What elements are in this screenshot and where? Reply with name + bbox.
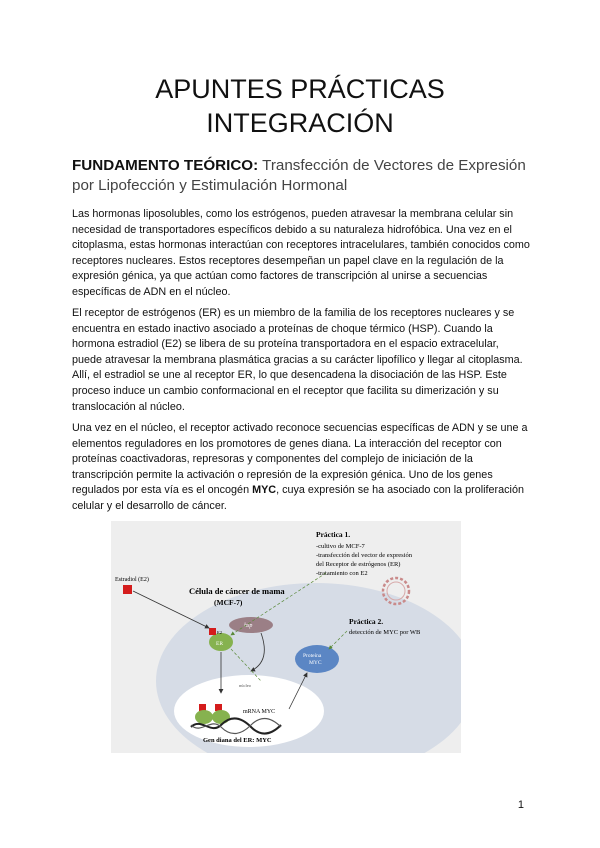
estradiol-label: Estradiol (E2) xyxy=(115,577,149,583)
page-number: 1 xyxy=(517,799,524,811)
hsp-label: hsp xyxy=(244,623,253,629)
practica1-title: Práctica 1. xyxy=(316,530,351,539)
practica2-title: Práctica 2. xyxy=(349,617,384,626)
practica1-item-1: -cultivo de MCF-7 xyxy=(316,543,365,550)
practica1-item-3: del Receptor de estrógenos (ER) xyxy=(316,561,401,568)
er-label: ER xyxy=(216,641,224,647)
title-line-2: INTEGRACIÓN xyxy=(206,108,394,138)
e2-label: E2 xyxy=(217,630,222,635)
mrna-label: mRNA MYC xyxy=(243,709,276,715)
cell-title: Célula de cáncer de mama xyxy=(189,586,285,596)
gene-label: Gen diana del ER: MYC xyxy=(203,737,272,744)
estradiol-outside xyxy=(123,585,132,594)
title-line-1: APUNTES PRÁCTICAS xyxy=(155,74,445,104)
protein-label-2: MYC xyxy=(309,660,322,666)
myc-bold: MYC xyxy=(252,484,277,497)
practica1-item-2: -transfección del vector de expresión xyxy=(316,552,413,559)
estradiol-bound xyxy=(209,628,216,635)
section-heading xyxy=(72,156,532,196)
practica1-item-4: -tratamiento con E2 xyxy=(316,570,368,577)
section-label: FUNDAMENTO TEÓRICO: xyxy=(72,157,259,174)
protein-label-1: Proteína xyxy=(303,653,322,659)
nucleus-label: núcleo xyxy=(239,683,251,688)
paragraph-receptor-estrogenos: El receptor de estrógenos (ER) es un miembro de la familia de los receptores nucleares y se encuentra en estado inactivo asociado a proteínas de choque térmico (HSP). Cuando la hormona estradiol (E2) se libera de su proteína transportadora en el espacio extracelular, puede atravesar la membrana plasmática gracias a su carácter lipofílico y llegar al citoplasma. Allí, el estradiol se une al receptor ER, lo que desencadena la disociación de las HSP. Este proceso induce un cambio conformacional en el receptor que facilita su dimerización y su translocación al núcleo. xyxy=(72,307,523,413)
paragraph-nucleo xyxy=(72,421,530,515)
signaling-diagram xyxy=(111,521,461,753)
document-title xyxy=(0,72,600,140)
cell-subtitle: (MCF-7) xyxy=(214,598,243,607)
paragraph-nucleo-tail: , cuya expresión se ha asociado con la proliferación celular y el desarrollo de cáncer. xyxy=(72,484,524,512)
section-topic: Transfección de Vectores de Expresión por Lipofección y Estimulación Hormonal xyxy=(72,157,526,194)
practica2-text: detección de MYC por WB xyxy=(349,629,421,636)
myc-protein xyxy=(295,645,339,673)
paragraph-nucleo-text: Una vez en el núcleo, el receptor activado reconoce secuencias específicas de ADN y se une a elementos reguladores en los promotores de genes diana. La interacción del receptor con proteínas coactivadoras, represoras y componentes del complejo de iniciación de la transcripción permite la activación o represión de la expresión génica. Uno de los genes regulados por esta vía es el oncogén xyxy=(72,422,528,497)
paragraph-hormonas: Las hormonas liposolubles, como los estrógenos, pueden atravesar la membrana celular sin necesidad de transportadores específicos debido a su naturaleza hidrofóbica. Una vez en el citoplasma, estas hormonas interactúan con receptores intracelulares, también conocidos como receptores nucleares. Estos receptores desempeñan un papel clave en la regulación de la expresión génica, ya que actúan como factores de transcripción al unirse a secuencias específicas de ADN en el núcleo. xyxy=(72,208,530,298)
